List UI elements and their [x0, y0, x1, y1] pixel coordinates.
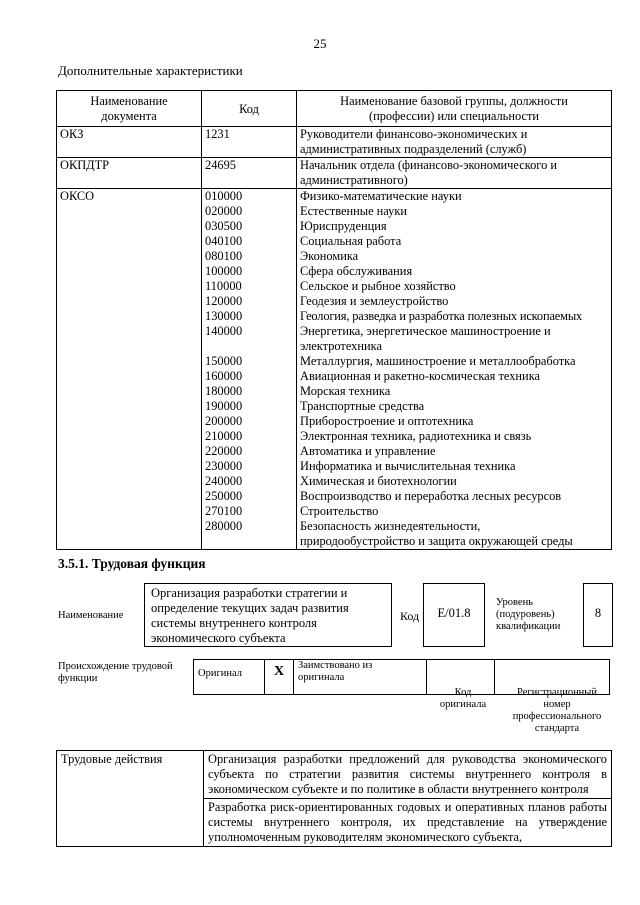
okso-code: 100000 — [205, 264, 243, 278]
okso-code: 240000 — [205, 474, 243, 488]
okso-code: 030500 — [205, 219, 243, 233]
header-code: Код — [202, 91, 297, 127]
okso-code: 080100 — [205, 249, 243, 263]
okso-name: Геология, разведка и разработка полезных ископаемых — [300, 309, 583, 323]
okso-name: Геодезия и землеустройство — [300, 294, 449, 308]
table-row — [57, 158, 612, 189]
okso-code: 190000 — [205, 399, 243, 413]
okso-name: Авиационная и ракетно-космическая техника — [300, 369, 541, 383]
okso-name: Электронная техника, радиотехника и связь — [300, 429, 532, 443]
doc-okz: ОКЗ — [57, 127, 202, 158]
code-label: Код — [400, 609, 420, 623]
labor-actions-table — [56, 750, 612, 847]
okso-code: 200000 — [205, 414, 243, 428]
additional-characteristics-table — [56, 90, 612, 550]
okso-code: 020000 — [205, 204, 243, 218]
okso-name: Энергетика, энергетическое машиностроение и электротехника — [300, 324, 551, 353]
code-value: E/01.8 — [423, 583, 485, 647]
okso-code: 180000 — [205, 384, 243, 398]
okso-code: 110000 — [205, 279, 242, 293]
page-number: 25 — [313, 36, 327, 51]
okso-name: Безопасность жизнедеятельности, природообустройство и защита окружающей среды — [300, 519, 573, 548]
labor-action-item: Разработка риск-ориентированных годовых и оперативных планов работы системы внутреннего контроля, их представление на утверждение уполномоченным руководителям экономического субъекта, — [204, 799, 612, 847]
name-label: Наименование — [58, 610, 124, 621]
labor-function-name: Организация разработки стратегии и определение текущих задач развития системы внутреннего контроля экономического субъекта — [144, 583, 392, 647]
code-okpdtr: 24695 — [202, 158, 297, 189]
okso-code: 220000 — [205, 444, 243, 458]
original-label: Оригинал — [194, 660, 265, 695]
okso-code: 230000 — [205, 459, 243, 473]
header-group-name: Наименование базовой группы, должности (профессии) или специальности — [297, 91, 612, 127]
okso-name: Социальная работа — [300, 234, 402, 248]
origin-code-label: Код оригинала — [439, 687, 487, 710]
okso-code: 210000 — [205, 429, 243, 443]
okso-name: Физико-математические науки — [300, 189, 462, 203]
labor-action-item: Организация разработки предложений для руководства экономического субъекта по стратегии развития системы внутреннего контроля в экономическом субъекте и по политике в области внутреннего контроля — [204, 751, 612, 799]
okso-code: 270100 — [205, 504, 243, 518]
header-document-name: Наименование документа — [57, 91, 202, 127]
code-okz: 1231 — [202, 127, 297, 158]
okso-name: Сфера обслуживания — [300, 264, 413, 278]
origin-label: Происхождение трудовой функции — [58, 661, 173, 684]
okso-name: Металлургия, машиностроение и металлообработка — [300, 354, 576, 368]
name-okpdtr: Начальник отдела (финансово-экономического и административного) — [297, 158, 612, 189]
okso-name: Экономика — [300, 249, 359, 263]
okso-code: 140000 — [205, 324, 243, 338]
okso-name: Строительство — [300, 504, 379, 518]
okso-name: Морская техника — [300, 384, 391, 398]
okso-name: Естественные науки — [300, 204, 408, 218]
okso-name: Юриспруденция — [300, 219, 387, 233]
section-title: 3.5.1. Трудовая функция — [58, 556, 206, 571]
okso-name: Транспортные средства — [300, 399, 425, 413]
qualification-level-value: 8 — [583, 583, 613, 647]
okso-names — [297, 189, 612, 550]
labor-actions-label: Трудовые действия — [57, 751, 204, 847]
table-row — [57, 127, 612, 158]
okso-name: Сельское и рыбное хозяйство — [300, 279, 456, 293]
table-row — [57, 751, 612, 799]
qualification-level-label: Уровень (подуровень) квалификации — [496, 597, 561, 632]
okso-code: 010000 — [205, 189, 243, 203]
okso-code: 150000 — [205, 354, 243, 368]
okso-code: 250000 — [205, 489, 243, 503]
okso-name: Автоматика и управление — [300, 444, 436, 458]
okso-code: 130000 — [205, 309, 243, 323]
okso-code: 120000 — [205, 294, 243, 308]
okso-name: Химическая и биотехнологии — [300, 474, 457, 488]
doc-okso: ОКСО — [57, 189, 202, 550]
okso-code: 040100 — [205, 234, 243, 248]
reg-number-label: Регистрационный номер профессионального стандарта — [512, 687, 602, 734]
table-header-row — [57, 91, 612, 127]
okso-code: 280000 — [205, 519, 243, 533]
table-row — [57, 189, 612, 550]
okso-name: Воспроизводство и переработка лесных ресурсов — [300, 489, 562, 503]
original-mark: X — [265, 660, 294, 695]
okso-code: 160000 — [205, 369, 243, 383]
additional-characteristics-title: Дополнительные характеристики — [58, 63, 243, 78]
doc-okpdtr: ОКПДТР — [57, 158, 202, 189]
okso-codes — [202, 189, 297, 550]
name-okz: Руководители финансово-экономических и административных подразделений (служб) — [297, 127, 612, 158]
borrowed-label: Заимствовано из оригинала — [294, 660, 427, 695]
okso-name: Информатика и вычислительная техника — [300, 459, 516, 473]
okso-name: Приборостроение и оптотехника — [300, 414, 474, 428]
